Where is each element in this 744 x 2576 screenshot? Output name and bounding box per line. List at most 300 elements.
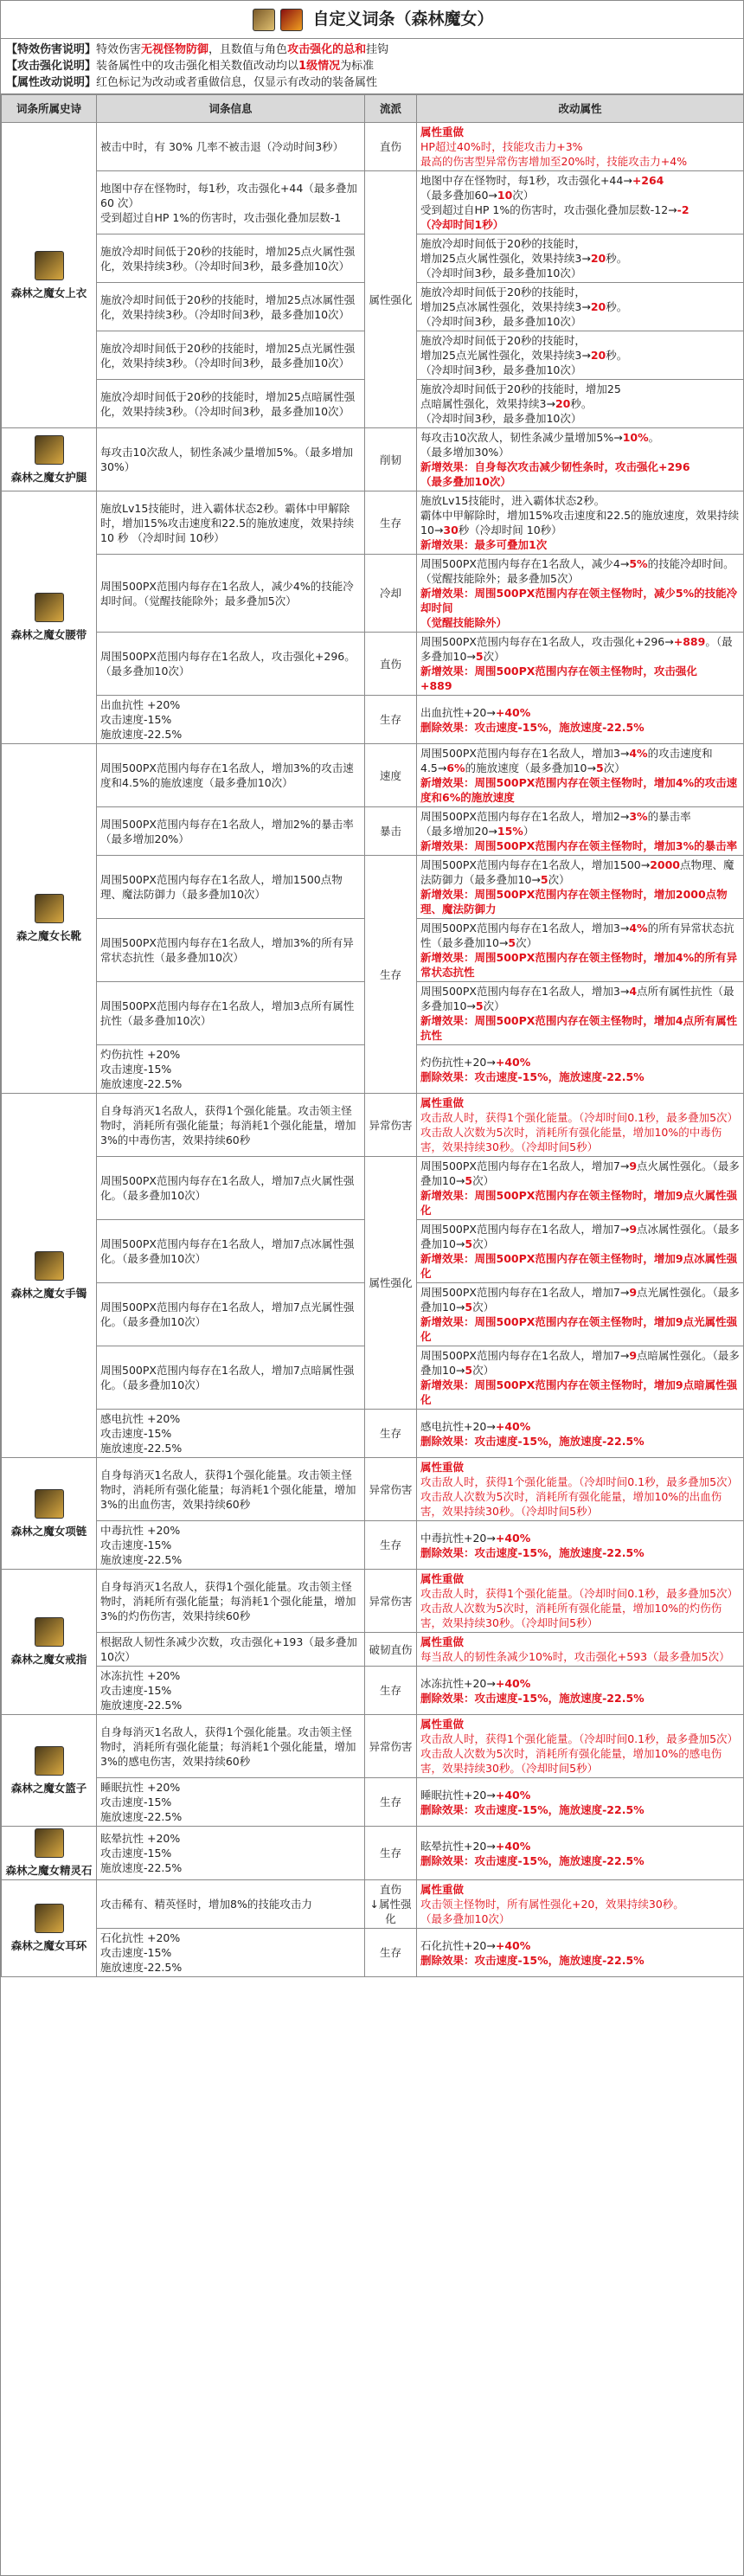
- change-line: [420, 363, 740, 377]
- changes-cell: [417, 744, 744, 807]
- change-line: [420, 1911, 740, 1926]
- change-line: [420, 1222, 740, 1251]
- info-line: 攻击速度-15%: [100, 1946, 172, 1959]
- changed-text: 20: [555, 397, 571, 410]
- change-line: [420, 125, 740, 139]
- change-line: [420, 445, 740, 459]
- school-cell: [365, 744, 417, 807]
- epic-name: 森林之魔女篮子: [10, 1781, 87, 1795]
- change-line: [420, 1474, 740, 1489]
- equipment-icon: [35, 1904, 64, 1933]
- reworked-text: 攻击敌人次数为5次时，消耗所有强化能量，增加10%的出血伤害，效果持续30秒。（冷却时间5秒）: [420, 1490, 722, 1518]
- changed-text: 属性重做: [420, 1572, 465, 1585]
- table-row: [2, 1633, 744, 1667]
- info-line: 施放速度-22.5%: [100, 728, 183, 741]
- equipment-icon: [35, 1489, 64, 1519]
- text: 周围500PX范围内每存在1名敌人，增加7→: [420, 1349, 630, 1362]
- school-cell: [365, 123, 417, 171]
- info-cell: [97, 555, 365, 633]
- school-cell: [365, 856, 417, 1094]
- change-line: [420, 314, 740, 329]
- school-label: 生存: [379, 1684, 401, 1697]
- reworked-text: 1级情况: [298, 60, 341, 73]
- text: （最多叠加60→: [420, 189, 497, 202]
- text: 冰冻抗性+20→: [420, 1676, 496, 1690]
- info-line: 根据敌人韧性条减少次数，攻击强化+193（最多叠加10次）: [100, 1635, 357, 1663]
- changes-cell: [417, 856, 744, 919]
- changed-text: 删除效果：攻击速度-15%，施放速度-22.5%: [420, 1953, 645, 1967]
- info-line: 地图中存在怪物时，每1秒，攻击强化+44（最多叠加60 次）: [100, 181, 357, 209]
- text: 装备属性中的攻击强化相关数值改动均以: [96, 60, 299, 73]
- changes-cell: [417, 1283, 744, 1346]
- school-cell: [365, 807, 417, 856]
- text: 。（最多叠加10→: [420, 635, 733, 663]
- change-line: [420, 950, 740, 980]
- school-label: 生存: [379, 967, 401, 981]
- text: 周围500PX范围内每存在1名敌人，减少4→: [420, 557, 630, 570]
- change-line: [420, 1953, 740, 1968]
- info-line: 周围500PX范围内每存在1名敌人，增加7点火属性强化。（最多叠加10次）: [100, 1174, 355, 1202]
- table-row: [2, 696, 744, 744]
- info-line: 攻击速度-15%: [100, 1063, 172, 1076]
- item-icon: [280, 9, 303, 31]
- school-label: 异常伤害: [369, 1739, 413, 1753]
- reworked-text: 攻击敌人次数为5次时，消耗所有强化能量，增加10%的感电伤害，效果持续30秒。（冷却时间5秒）: [420, 1747, 722, 1775]
- table-body: [2, 123, 744, 1977]
- school-cell: [365, 1570, 417, 1633]
- change-line: [420, 1676, 740, 1691]
- changed-text: -2: [677, 203, 689, 216]
- changed-text: 20: [590, 252, 606, 265]
- change-line: [420, 202, 740, 217]
- table-row: [2, 555, 744, 633]
- text: 的暴击率: [647, 810, 691, 823]
- changed-text: +40%: [495, 1055, 531, 1069]
- change-line: [420, 1938, 740, 1953]
- change-line: [420, 586, 740, 615]
- reworked-text: （最多叠加10次）: [420, 1912, 510, 1925]
- changed-text: 5: [465, 1364, 473, 1377]
- reworked-text: 攻击敌人次数为5次时，消耗所有强化能量，增加10%的中毒伤害，效果持续30秒。（冷却时间5秒）: [420, 1126, 722, 1153]
- info-line: 施放速度-22.5%: [100, 1810, 183, 1823]
- note-key: 【攻击强化说明】: [6, 60, 97, 73]
- change-line: [420, 251, 740, 266]
- changes-cell: [417, 1220, 744, 1283]
- change-line: [420, 1746, 740, 1776]
- text: 周围500PX范围内每存在1名敌人，增加1500→: [420, 858, 651, 871]
- info-line: 周围500PX范围内每存在1名敌人，增加7点冰属性强化。（最多叠加10次）: [100, 1237, 355, 1265]
- change-line: [420, 1571, 740, 1586]
- text: 增加25点冰属性强化，效果持续3→: [420, 300, 591, 313]
- change-line: [420, 1802, 740, 1817]
- info-line: 石化抗性 +20%: [100, 1931, 181, 1944]
- changed-text: 新增效果：周围500PX范围内存在领主怪物时，增加4点所有属性抗性: [420, 1014, 738, 1042]
- text: 周围500PX范围内每存在1名敌人，增加2→: [420, 810, 630, 823]
- school-label: 暴击: [379, 825, 401, 838]
- changed-text: （冷却时间1秒）: [420, 218, 504, 231]
- text: 施放冷却时间低于20秒的技能时，增加25: [420, 382, 621, 395]
- reworked-text: 攻击敌人时，获得1个强化能量。（冷却时间0.1秒，最多叠加5次）: [420, 1732, 739, 1745]
- text: 眩晕抗性+20→: [420, 1839, 496, 1853]
- changed-text: +40%: [495, 1839, 531, 1853]
- change-line: [420, 396, 740, 411]
- changed-text: 9: [629, 1349, 638, 1362]
- epic-cell: [2, 1827, 97, 1880]
- info-line: 周围500PX范围内每存在1名敌人，增加3%的所有异常状态抗性（最多叠加10次）: [100, 936, 354, 964]
- info-cell: [97, 1778, 365, 1827]
- equipment-icon: [35, 894, 64, 923]
- change-line: [420, 1839, 740, 1853]
- school-cell: [365, 555, 417, 633]
- equipment-icon: [35, 1746, 64, 1776]
- info-line: 施放速度-22.5%: [100, 1442, 183, 1455]
- text: 增加25点光属性强化，效果持续3→: [420, 349, 591, 362]
- text: 受到超过自HP 1%的伤害时，攻击强化叠加层数-12→: [420, 203, 677, 216]
- changed-text: 10: [497, 189, 513, 202]
- change-line: [420, 809, 740, 824]
- changes-cell: [417, 1880, 744, 1929]
- changes-cell: [417, 555, 744, 633]
- change-line: [420, 664, 740, 678]
- change-line: [420, 1285, 740, 1314]
- epic-cell: [2, 744, 97, 1094]
- changed-text: 新增效果：周围500PX范围内存在领主怪物时，增加9点火属性强化: [420, 1189, 738, 1217]
- text: 周围500PX范围内每存在1名敌人，攻击强化+296→: [420, 635, 674, 648]
- school-label: ↓属性强化: [369, 1898, 412, 1925]
- changed-text: （最多叠加10次）: [420, 475, 511, 488]
- table-header-row: [2, 95, 744, 123]
- text: 周围500PX范围内每存在1名敌人，增加7→: [420, 1286, 630, 1299]
- text: 次）: [472, 1237, 495, 1250]
- changed-text: 5: [595, 761, 604, 774]
- changed-text: +40%: [495, 1676, 531, 1690]
- info-cell: [97, 1458, 365, 1521]
- changes-cell: [417, 1094, 744, 1157]
- change-line: [420, 154, 740, 169]
- changed-text: 15%: [497, 825, 523, 838]
- changed-text: 属性重做: [420, 1635, 465, 1648]
- changed-text: +40%: [495, 1938, 531, 1952]
- info-cell: [97, 428, 365, 491]
- change-line: [420, 634, 740, 664]
- equipment-icon: [35, 1828, 64, 1858]
- school-cell: [365, 1410, 417, 1458]
- info-line: 施放速度-22.5%: [100, 1077, 183, 1090]
- title-bar: [1, 1, 743, 39]
- info-line: 施放速度-22.5%: [100, 1861, 183, 1874]
- text: （最多增加20→: [420, 825, 497, 838]
- school-cell: [365, 1715, 417, 1778]
- school-cell: [365, 1880, 417, 1929]
- changed-text: 删除效果：攻击速度-15%，施放速度-22.5%: [420, 1434, 645, 1448]
- school-label: 生存: [379, 713, 401, 726]
- text: ，且数值与角色: [208, 43, 288, 56]
- info-line: 施放冷却时间低于20秒的技能时，增加25点光属性强化，效果持续3秒。（冷却时间3秒，最多叠加10次）: [100, 341, 356, 369]
- changes-cell: [417, 491, 744, 555]
- info-line: 自身每消灭1名敌人，获得1个强化能量。攻击领主怪物时，消耗所有强化能量；每消耗1个强化能量，增加3%的感电伤害，效果持续60秒: [100, 1725, 356, 1768]
- info-cell: [97, 1157, 365, 1220]
- info-cell: [97, 1570, 365, 1633]
- info-cell: [97, 856, 365, 919]
- change-line: [420, 746, 740, 775]
- info-line: 被击中时，有 30% 几率不被击退（冷动时间3秒）: [100, 140, 344, 153]
- text: 点火属性强化。（最多叠加10→: [420, 1160, 740, 1187]
- change-line: [420, 1251, 740, 1281]
- text: 次）: [603, 761, 625, 774]
- text: 的施放速度（最多叠加10→: [465, 761, 596, 774]
- reworked-text: 每当敌人的韧性条减少10%时，攻击强化+593（最多叠加5次）: [420, 1650, 730, 1663]
- info-line: 灼伤抗性 +20%: [100, 1048, 181, 1061]
- change-line: [420, 887, 740, 916]
- school-cell: [365, 171, 417, 428]
- text: 周围500PX范围内每存在1名敌人，增加3→: [420, 922, 630, 935]
- change-line: [420, 1013, 740, 1043]
- text: 秒。: [570, 397, 593, 410]
- info-line: 自身每消灭1名敌人，获得1个强化能量。攻击领主怪物时，消耗所有强化能量；每消耗1个强化能量，增加3%的中毒伤害，效果持续60秒: [100, 1103, 356, 1147]
- equipment-icon: [35, 1251, 64, 1281]
- change-line: [420, 236, 740, 251]
- table-row: [2, 171, 744, 234]
- changed-text: 5: [465, 1174, 473, 1187]
- reworked-text: 最高的伤害型异常伤害增加至20%时，技能攻击力+4%: [420, 155, 688, 168]
- table-row: [2, 1410, 744, 1458]
- school-label: 直伤: [379, 140, 401, 153]
- changes-cell: [417, 234, 744, 283]
- change-line: [420, 173, 740, 188]
- change-line: [420, 838, 740, 853]
- col-header-changes: 改动属性: [417, 95, 744, 123]
- info-line: 攻击速度-15%: [100, 1684, 172, 1697]
- text: （冷却时间3秒，最多叠加10次）: [420, 412, 582, 425]
- changed-text: 新增效果：周围500PX范围内存在领主怪物时，增加9点光属性强化: [420, 1315, 738, 1343]
- change-line: [420, 1378, 740, 1407]
- school-cell: [365, 491, 417, 555]
- changed-text: 删除效果：攻击速度-15%，施放速度-22.5%: [420, 1070, 645, 1083]
- table-row: [2, 1521, 744, 1570]
- changed-text: 删除效果：攻击速度-15%，施放速度-22.5%: [420, 1545, 645, 1559]
- changed-text: 9: [629, 1160, 638, 1172]
- info-cell: [97, 331, 365, 380]
- note-line: [6, 58, 738, 74]
- changed-text: （觉醒技能除外）: [420, 616, 508, 629]
- changes-cell: [417, 1778, 744, 1827]
- info-line: 周围500PX范围内每存在1名敌人，增加1500点物理、魔法防御力（最多叠加10次）: [100, 873, 343, 901]
- change-line: [420, 1649, 740, 1664]
- change-line: [420, 1717, 740, 1731]
- change-line: [420, 1348, 740, 1378]
- school-label: 生存: [379, 1847, 401, 1860]
- info-cell: [97, 982, 365, 1045]
- info-cell: [97, 1521, 365, 1570]
- changed-text: +40%: [495, 1531, 531, 1545]
- text: 次）: [512, 189, 535, 202]
- changed-text: +40%: [495, 705, 531, 719]
- school-label: 破韧直伤: [369, 1642, 413, 1656]
- school-label: 属性强化: [369, 1276, 413, 1289]
- changes-cell: [417, 1346, 744, 1410]
- changed-text: +40%: [495, 1419, 531, 1433]
- changes-cell: [417, 1458, 744, 1521]
- info-cell: [97, 171, 365, 234]
- text: 中毒抗性+20→: [420, 1531, 496, 1545]
- changes-cell: [417, 1045, 744, 1094]
- changed-text: 5: [508, 936, 516, 949]
- change-line: [420, 285, 740, 299]
- info-cell: [97, 491, 365, 555]
- school-cell: [365, 1521, 417, 1570]
- info-cell: [97, 1880, 365, 1929]
- school-label: 异常伤害: [369, 1594, 413, 1608]
- changed-text: 5%: [629, 557, 648, 570]
- reworked-text: 攻击强化的总和: [287, 43, 367, 56]
- text: 施放冷却时间低于20秒的技能时，: [420, 334, 586, 347]
- school-label: 生存: [379, 516, 401, 530]
- info-line: 睡眠抗性 +20%: [100, 1781, 181, 1794]
- text: 增加25点火属性强化，效果持续3→: [420, 252, 591, 265]
- text: 周围500PX范围内每存在1名敌人，增加3→: [420, 985, 630, 998]
- info-line: 眩晕抗性 +20%: [100, 1832, 181, 1845]
- text: 秒（冷却时间 10秒）: [458, 524, 562, 536]
- info-line: 周围500PX范围内每存在1名敌人，增加3点所有属性抗性（最多叠加10次）: [100, 999, 355, 1027]
- epic-name: 森林之魔女腰带: [10, 628, 87, 641]
- change-line: [420, 266, 740, 280]
- text: 。: [648, 431, 660, 444]
- changed-text: 9: [629, 1286, 638, 1299]
- note-key: 【属性改动说明】: [6, 76, 97, 89]
- change-line: [420, 1419, 740, 1434]
- info-line: 冰冻抗性 +20%: [100, 1669, 181, 1682]
- changed-text: +264: [632, 174, 664, 187]
- change-line: [420, 556, 740, 586]
- text: （冷却时间3秒，最多叠加10次）: [420, 363, 582, 376]
- changed-text: 属性重做: [420, 1883, 465, 1896]
- info-cell: [97, 1929, 365, 1977]
- changes-cell: [417, 696, 744, 744]
- text: 的攻击速度和4.5→: [420, 747, 713, 774]
- changes-cell: [417, 380, 744, 428]
- change-line: [420, 459, 740, 474]
- info-line: 周围500PX范围内每存在1名敌人，增加2%的暴击率（最多增加20%）: [100, 817, 354, 845]
- change-line: [420, 1531, 740, 1545]
- changes-cell: [417, 283, 744, 331]
- epic-cell: [2, 1880, 97, 1977]
- school-label: 直伤: [379, 1883, 401, 1896]
- changes-cell: [417, 807, 744, 856]
- info-line: 自身每消灭1名敌人，获得1个强化能量。攻击领主怪物时，消耗所有强化能量；每消耗1个强化能量，增加3%的出血伤害，效果持续60秒: [100, 1468, 356, 1511]
- changed-text: 20: [590, 300, 606, 313]
- school-cell: [365, 428, 417, 491]
- text: 次）: [483, 650, 505, 663]
- table-row: [2, 1570, 744, 1633]
- change-line: [420, 508, 740, 537]
- epic-name: 森林之魔女手镯: [10, 1286, 87, 1300]
- info-line: 施放冷却时间低于20秒的技能时，增加25点火属性强化，效果持续3秒。（冷却时间3秒，最多叠加10次）: [100, 244, 356, 273]
- changed-text: 2000: [650, 858, 680, 871]
- school-cell: [365, 1778, 417, 1827]
- info-cell: [97, 123, 365, 171]
- info-line: 周围500PX范围内每存在1名敌人，增加7点暗属性强化。（最多叠加10次）: [100, 1364, 355, 1391]
- changed-text: 4: [629, 985, 638, 998]
- changed-text: 新增效果：周围500PX范围内存在领主怪物时，减少5%的技能冷却时间: [420, 587, 738, 614]
- change-line: [420, 678, 740, 693]
- text: 次）: [472, 1364, 495, 1377]
- change-line: [420, 1110, 740, 1125]
- changed-text: 新增效果：周围500PX范围内存在领主怪物时，攻击强化: [420, 665, 697, 678]
- changed-text: 新增效果：自身每次攻击减少韧性条时，攻击强化+296: [420, 460, 690, 473]
- info-cell: [97, 1220, 365, 1283]
- change-line: [420, 1055, 740, 1070]
- epic-cell: [2, 1715, 97, 1827]
- epic-cell: [2, 123, 97, 428]
- item-icon: [253, 9, 275, 31]
- change-line: [420, 474, 740, 489]
- text: 施放冷却时间低于20秒的技能时，: [420, 286, 586, 299]
- page-title: 自定义词条（森林魔女）: [312, 10, 494, 29]
- info-cell: [97, 919, 365, 982]
- changed-text: 新增效果：周围500PX范围内存在领主怪物时，增加4%的攻击速度和6%的施放速度: [420, 776, 738, 804]
- epic-name: 森林之魔女项链: [10, 1524, 87, 1538]
- text: 挂钩: [366, 43, 389, 56]
- changed-text: 9: [629, 1223, 638, 1236]
- changed-text: 30: [443, 524, 459, 536]
- text: 的技能冷却时间。（觉醒技能除外；最多叠加5次）: [420, 557, 734, 585]
- change-line: [420, 188, 740, 202]
- reworked-text: 攻击领主怪物时，所有属性强化+20，效果持续30秒。: [420, 1898, 684, 1911]
- changed-text: 新增效果：周围500PX范围内存在领主怪物时，增加9点暗属性强化: [420, 1378, 738, 1406]
- epic-cell: [2, 428, 97, 491]
- text: 感电抗性+20→: [420, 1419, 496, 1433]
- info-line: 攻击稀有、精英怪时，增加8%的技能攻击力: [100, 1898, 312, 1911]
- info-line: 施放Lv15技能时，进入霸体状态2秒。霸体中甲解除时，增加15%攻击速度和22.5的施放速度，效果持续 10 秒 （冷却时间 10秒）: [100, 501, 355, 544]
- change-line: [420, 858, 740, 887]
- school-label: 异常伤害: [369, 1118, 413, 1132]
- school-label: 冷却: [379, 587, 401, 600]
- info-cell: [97, 1283, 365, 1346]
- table-row: [2, 856, 744, 919]
- text: 出血抗性+20→: [420, 705, 496, 719]
- attribute-table: [1, 94, 744, 1977]
- changed-text: +40%: [495, 1788, 531, 1802]
- table-row: [2, 1157, 744, 1220]
- change-line: [420, 615, 740, 630]
- info-line: 受到超过自HP 1%的伤害时，攻击强化叠加层数-1: [100, 210, 342, 224]
- equipment-icon: [35, 435, 64, 465]
- text: 次）: [472, 1301, 495, 1314]
- info-line: 攻击速度-15%: [100, 1539, 172, 1551]
- text: 周围500PX范围内每存在1名敌人，增加7→: [420, 1223, 630, 1236]
- note-line: [6, 74, 738, 91]
- changed-text: 5: [465, 1301, 473, 1314]
- school-cell: [365, 1458, 417, 1521]
- info-line: 周围500PX范围内每存在1名敌人，减少4%的技能冷却时间。（觉醒技能除外；最多叠加5次）: [100, 579, 354, 607]
- school-cell: [365, 1094, 417, 1157]
- equipment-icon: [35, 251, 64, 280]
- change-line: [420, 299, 740, 314]
- col-header-school: 流派: [365, 95, 417, 123]
- info-line: 中毒抗性 +20%: [100, 1524, 181, 1537]
- epic-cell: [2, 1458, 97, 1570]
- reworked-text: 攻击敌人次数为5次时，消耗所有强化能量，增加10%的灼伤伤害，效果持续30秒。（冷却时间5秒）: [420, 1602, 722, 1629]
- changed-text: 删除效果：攻击速度-15%，施放速度-22.5%: [420, 1691, 645, 1705]
- info-cell: [97, 633, 365, 696]
- changes-cell: [417, 1633, 744, 1667]
- changed-text: +889: [420, 679, 452, 692]
- change-line: [420, 217, 740, 232]
- table-row: [2, 1715, 744, 1778]
- change-line: [420, 1070, 740, 1084]
- change-line: [420, 1853, 740, 1868]
- change-line: [420, 720, 740, 735]
